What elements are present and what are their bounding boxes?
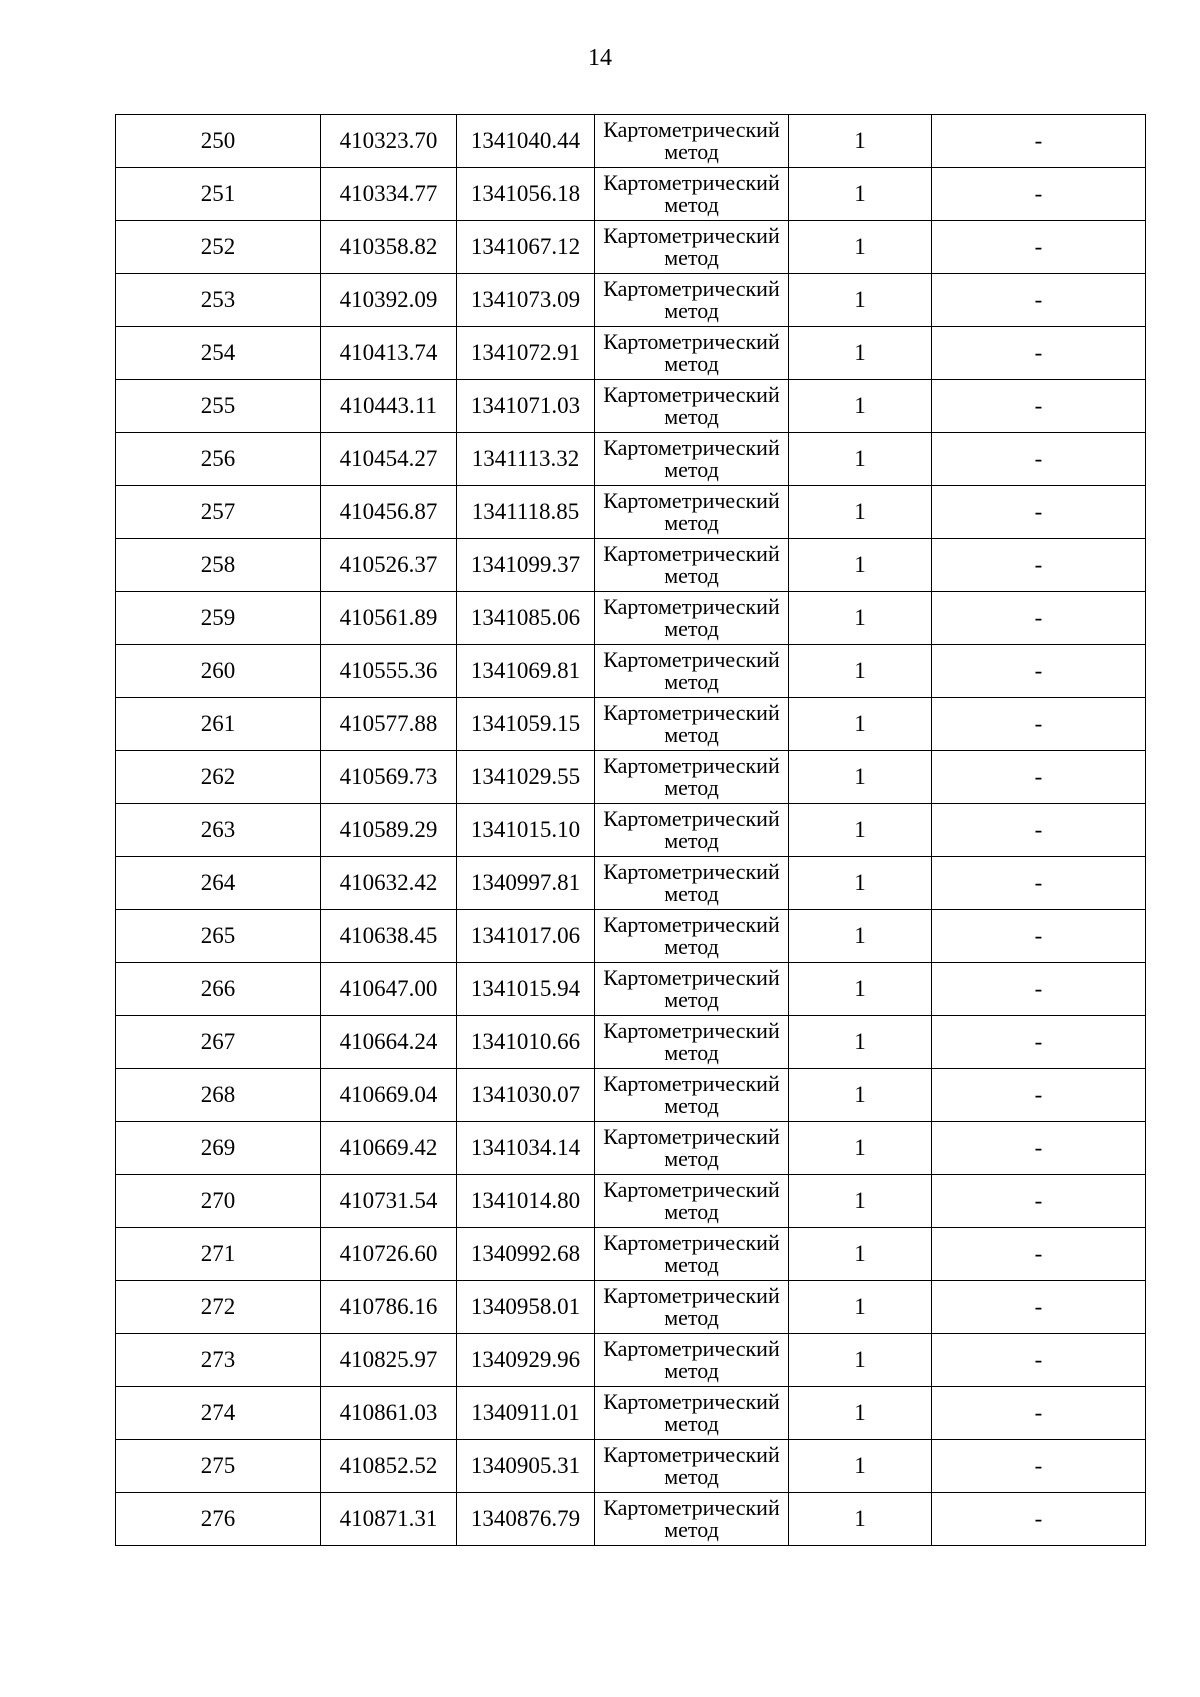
method-label-line2: метод [664, 1464, 719, 1489]
point-number-cell: 271 [116, 1228, 321, 1281]
y-coordinate-cell: 1341067.12 [457, 221, 595, 274]
y-coordinate-cell: 1341030.07 [457, 1069, 595, 1122]
point-number-cell: 265 [116, 910, 321, 963]
method-cell [595, 380, 789, 433]
method-cell [595, 1334, 789, 1387]
y-coordinate-cell: 1341010.66 [457, 1016, 595, 1069]
method-label-line2: метод [664, 139, 719, 164]
description-cell: - [932, 274, 1146, 327]
method-cell [595, 1281, 789, 1334]
y-coordinate-cell: 1341015.10 [457, 804, 595, 857]
method-label-line1: Картометрический [603, 859, 780, 884]
method-cell [595, 1175, 789, 1228]
x-coordinate-cell: 410577.88 [321, 698, 457, 751]
method-cell [595, 433, 789, 486]
accuracy-cell: 1 [789, 751, 932, 804]
accuracy-cell: 1 [789, 910, 932, 963]
description-cell: - [932, 1493, 1146, 1546]
method-label-line1: Картометрический [603, 1389, 780, 1414]
x-coordinate-cell: 410454.27 [321, 433, 457, 486]
point-number-cell: 254 [116, 327, 321, 380]
table-row [116, 1228, 1146, 1281]
method-label-line1: Картометрический [603, 170, 780, 195]
y-coordinate-cell: 1341017.06 [457, 910, 595, 963]
method-cell [595, 1122, 789, 1175]
method-label-line1: Картометрический [603, 1230, 780, 1255]
method-label-line1: Картометрический [603, 488, 780, 513]
method-cell [595, 115, 789, 168]
method-label-line2: метод [664, 351, 719, 376]
y-coordinate-cell: 1341029.55 [457, 751, 595, 804]
table-row [116, 433, 1146, 486]
y-coordinate-cell: 1341085.06 [457, 592, 595, 645]
x-coordinate-cell: 410786.16 [321, 1281, 457, 1334]
table-row [116, 115, 1146, 168]
method-label-line1: Картометрический [603, 965, 780, 990]
table-row [116, 1122, 1146, 1175]
table-row [116, 168, 1146, 221]
x-coordinate-cell: 410555.36 [321, 645, 457, 698]
description-cell: - [932, 486, 1146, 539]
y-coordinate-cell: 1341015.94 [457, 963, 595, 1016]
x-coordinate-cell: 410647.00 [321, 963, 457, 1016]
method-label-line2: метод [664, 669, 719, 694]
method-cell [595, 274, 789, 327]
accuracy-cell: 1 [789, 645, 932, 698]
accuracy-cell: 1 [789, 1493, 932, 1546]
method-cell [595, 1228, 789, 1281]
point-number-cell: 258 [116, 539, 321, 592]
point-number-cell: 269 [116, 1122, 321, 1175]
point-number-cell: 266 [116, 963, 321, 1016]
accuracy-cell: 1 [789, 115, 932, 168]
point-number-cell: 253 [116, 274, 321, 327]
method-label-line2: метод [664, 510, 719, 535]
description-cell: - [932, 433, 1146, 486]
description-cell: - [932, 1440, 1146, 1493]
method-label-line1: Картометрический [603, 912, 780, 937]
method-cell [595, 751, 789, 804]
table-row [116, 910, 1146, 963]
method-label-line1: Картометрический [603, 1124, 780, 1149]
accuracy-cell: 1 [789, 1334, 932, 1387]
accuracy-cell: 1 [789, 274, 932, 327]
method-label-line1: Картометрический [603, 117, 780, 142]
point-number-cell: 268 [116, 1069, 321, 1122]
accuracy-cell: 1 [789, 539, 932, 592]
description-cell: - [932, 1334, 1146, 1387]
method-cell [595, 168, 789, 221]
description-cell: - [932, 804, 1146, 857]
method-label-line2: метод [664, 934, 719, 959]
y-coordinate-cell: 1340876.79 [457, 1493, 595, 1546]
x-coordinate-cell: 410632.42 [321, 857, 457, 910]
method-label-line1: Картометрический [603, 1442, 780, 1467]
y-coordinate-cell: 1341113.32 [457, 433, 595, 486]
table-row [116, 1281, 1146, 1334]
table-row [116, 1069, 1146, 1122]
table-row [116, 221, 1146, 274]
table-row [116, 1387, 1146, 1440]
table-row [116, 1334, 1146, 1387]
y-coordinate-cell: 1341014.80 [457, 1175, 595, 1228]
description-cell: - [932, 1387, 1146, 1440]
table-row [116, 1493, 1146, 1546]
point-number-cell: 250 [116, 115, 321, 168]
method-label-line1: Картометрический [603, 647, 780, 672]
x-coordinate-cell: 410871.31 [321, 1493, 457, 1546]
y-coordinate-cell: 1340958.01 [457, 1281, 595, 1334]
accuracy-cell: 1 [789, 1069, 932, 1122]
table-row [116, 1016, 1146, 1069]
method-label-line1: Картометрический [603, 594, 780, 619]
x-coordinate-cell: 410526.37 [321, 539, 457, 592]
x-coordinate-cell: 410323.70 [321, 115, 457, 168]
point-number-cell: 270 [116, 1175, 321, 1228]
method-label-line1: Картометрический [603, 329, 780, 354]
method-cell [595, 1069, 789, 1122]
description-cell: - [932, 1122, 1146, 1175]
accuracy-cell: 1 [789, 592, 932, 645]
accuracy-cell: 1 [789, 380, 932, 433]
method-cell [595, 804, 789, 857]
accuracy-cell: 1 [789, 1122, 932, 1175]
method-label-line1: Картометрический [603, 753, 780, 778]
method-cell [595, 910, 789, 963]
coordinates-table [115, 114, 1146, 1546]
method-label-line2: метод [664, 616, 719, 641]
table-row [116, 274, 1146, 327]
description-cell: - [932, 1175, 1146, 1228]
method-label-line2: метод [664, 1199, 719, 1224]
accuracy-cell: 1 [789, 698, 932, 751]
method-cell [595, 645, 789, 698]
method-label-line2: метод [664, 987, 719, 1012]
method-cell [595, 327, 789, 380]
table-row [116, 751, 1146, 804]
x-coordinate-cell: 410669.42 [321, 1122, 457, 1175]
y-coordinate-cell: 1341073.09 [457, 274, 595, 327]
table-row [116, 1440, 1146, 1493]
point-number-cell: 259 [116, 592, 321, 645]
point-number-cell: 261 [116, 698, 321, 751]
description-cell: - [932, 327, 1146, 380]
method-label-line1: Картометрический [603, 700, 780, 725]
method-label-line1: Картометрический [603, 276, 780, 301]
point-number-cell: 251 [116, 168, 321, 221]
method-label-line2: метод [664, 828, 719, 853]
table-row [116, 804, 1146, 857]
y-coordinate-cell: 1341099.37 [457, 539, 595, 592]
point-number-cell: 255 [116, 380, 321, 433]
method-label-line2: метод [664, 722, 719, 747]
accuracy-cell: 1 [789, 486, 932, 539]
x-coordinate-cell: 410852.52 [321, 1440, 457, 1493]
point-number-cell: 272 [116, 1281, 321, 1334]
method-label-line2: метод [664, 1146, 719, 1171]
x-coordinate-cell: 410638.45 [321, 910, 457, 963]
method-cell [595, 1387, 789, 1440]
y-coordinate-cell: 1340905.31 [457, 1440, 595, 1493]
table-row [116, 857, 1146, 910]
y-coordinate-cell: 1341034.14 [457, 1122, 595, 1175]
y-coordinate-cell: 1340997.81 [457, 857, 595, 910]
x-coordinate-cell: 410392.09 [321, 274, 457, 327]
description-cell: - [932, 168, 1146, 221]
table-row [116, 327, 1146, 380]
x-coordinate-cell: 410726.60 [321, 1228, 457, 1281]
point-number-cell: 262 [116, 751, 321, 804]
accuracy-cell: 1 [789, 1175, 932, 1228]
method-label-line2: метод [664, 563, 719, 588]
y-coordinate-cell: 1340929.96 [457, 1334, 595, 1387]
method-cell [595, 1440, 789, 1493]
y-coordinate-cell: 1341069.81 [457, 645, 595, 698]
method-label-line1: Картометрический [603, 223, 780, 248]
x-coordinate-cell: 410443.11 [321, 380, 457, 433]
method-cell [595, 486, 789, 539]
method-cell [595, 221, 789, 274]
accuracy-cell: 1 [789, 1281, 932, 1334]
table-row [116, 486, 1146, 539]
description-cell: - [932, 857, 1146, 910]
accuracy-cell: 1 [789, 804, 932, 857]
description-cell: - [932, 221, 1146, 274]
description-cell: - [932, 1016, 1146, 1069]
method-cell [595, 963, 789, 1016]
description-cell: - [932, 910, 1146, 963]
x-coordinate-cell: 410669.04 [321, 1069, 457, 1122]
point-number-cell: 257 [116, 486, 321, 539]
y-coordinate-cell: 1340911.01 [457, 1387, 595, 1440]
accuracy-cell: 1 [789, 168, 932, 221]
method-label-line2: метод [664, 1093, 719, 1118]
point-number-cell: 267 [116, 1016, 321, 1069]
description-cell: - [932, 751, 1146, 804]
method-label-line2: метод [664, 881, 719, 906]
coordinates-table-body [116, 115, 1146, 1546]
method-cell [595, 1493, 789, 1546]
method-label-line2: метод [664, 1252, 719, 1277]
method-label-line2: метод [664, 1517, 719, 1542]
point-number-cell: 275 [116, 1440, 321, 1493]
accuracy-cell: 1 [789, 1440, 932, 1493]
method-label-line1: Картометрический [603, 435, 780, 460]
method-label-line1: Картометрический [603, 382, 780, 407]
table-row [116, 592, 1146, 645]
x-coordinate-cell: 410664.24 [321, 1016, 457, 1069]
table-row [116, 963, 1146, 1016]
method-label-line2: метод [664, 457, 719, 482]
method-label-line2: метод [664, 298, 719, 323]
point-number-cell: 276 [116, 1493, 321, 1546]
description-cell: - [932, 645, 1146, 698]
method-cell [595, 539, 789, 592]
accuracy-cell: 1 [789, 1016, 932, 1069]
x-coordinate-cell: 410334.77 [321, 168, 457, 221]
accuracy-cell: 1 [789, 221, 932, 274]
method-cell [595, 592, 789, 645]
point-number-cell: 274 [116, 1387, 321, 1440]
y-coordinate-cell: 1341056.18 [457, 168, 595, 221]
description-cell: - [932, 1069, 1146, 1122]
x-coordinate-cell: 410561.89 [321, 592, 457, 645]
x-coordinate-cell: 410861.03 [321, 1387, 457, 1440]
description-cell: - [932, 698, 1146, 751]
x-coordinate-cell: 410589.29 [321, 804, 457, 857]
y-coordinate-cell: 1341071.03 [457, 380, 595, 433]
accuracy-cell: 1 [789, 963, 932, 1016]
method-label-line2: метод [664, 1358, 719, 1383]
method-label-line2: метод [664, 245, 719, 270]
y-coordinate-cell: 1340992.68 [457, 1228, 595, 1281]
page-number: 14 [588, 45, 612, 71]
y-coordinate-cell: 1341072.91 [457, 327, 595, 380]
method-label-line2: метод [664, 404, 719, 429]
description-cell: - [932, 539, 1146, 592]
accuracy-cell: 1 [789, 857, 932, 910]
method-label-line2: метод [664, 192, 719, 217]
accuracy-cell: 1 [789, 1228, 932, 1281]
description-cell: - [932, 380, 1146, 433]
point-number-cell: 264 [116, 857, 321, 910]
method-label-line1: Картометрический [603, 806, 780, 831]
accuracy-cell: 1 [789, 327, 932, 380]
y-coordinate-cell: 1341059.15 [457, 698, 595, 751]
method-label-line1: Картометрический [603, 1336, 780, 1361]
method-label-line2: метод [664, 775, 719, 800]
method-label-line1: Картометрический [603, 1283, 780, 1308]
x-coordinate-cell: 410358.82 [321, 221, 457, 274]
point-number-cell: 256 [116, 433, 321, 486]
description-cell: - [932, 963, 1146, 1016]
description-cell: - [932, 1281, 1146, 1334]
x-coordinate-cell: 410456.87 [321, 486, 457, 539]
accuracy-cell: 1 [789, 433, 932, 486]
table-row [116, 698, 1146, 751]
method-label-line1: Картометрический [603, 1071, 780, 1096]
table-row [116, 1175, 1146, 1228]
method-label-line1: Картометрический [603, 1018, 780, 1043]
description-cell: - [932, 1228, 1146, 1281]
table-row [116, 380, 1146, 433]
method-label-line1: Картометрический [603, 541, 780, 566]
accuracy-cell: 1 [789, 1387, 932, 1440]
description-cell: - [932, 592, 1146, 645]
description-cell: - [932, 115, 1146, 168]
method-label-line1: Картометрический [603, 1177, 780, 1202]
method-cell [595, 1016, 789, 1069]
method-cell [595, 857, 789, 910]
x-coordinate-cell: 410825.97 [321, 1334, 457, 1387]
method-label-line2: метод [664, 1305, 719, 1330]
table-row [116, 539, 1146, 592]
table-row [116, 645, 1146, 698]
y-coordinate-cell: 1341118.85 [457, 486, 595, 539]
method-label-line1: Картометрический [603, 1495, 780, 1520]
x-coordinate-cell: 410413.74 [321, 327, 457, 380]
point-number-cell: 263 [116, 804, 321, 857]
x-coordinate-cell: 410731.54 [321, 1175, 457, 1228]
y-coordinate-cell: 1341040.44 [457, 115, 595, 168]
method-label-line2: метод [664, 1040, 719, 1065]
point-number-cell: 252 [116, 221, 321, 274]
point-number-cell: 260 [116, 645, 321, 698]
method-cell [595, 698, 789, 751]
method-label-line2: метод [664, 1411, 719, 1436]
x-coordinate-cell: 410569.73 [321, 751, 457, 804]
point-number-cell: 273 [116, 1334, 321, 1387]
